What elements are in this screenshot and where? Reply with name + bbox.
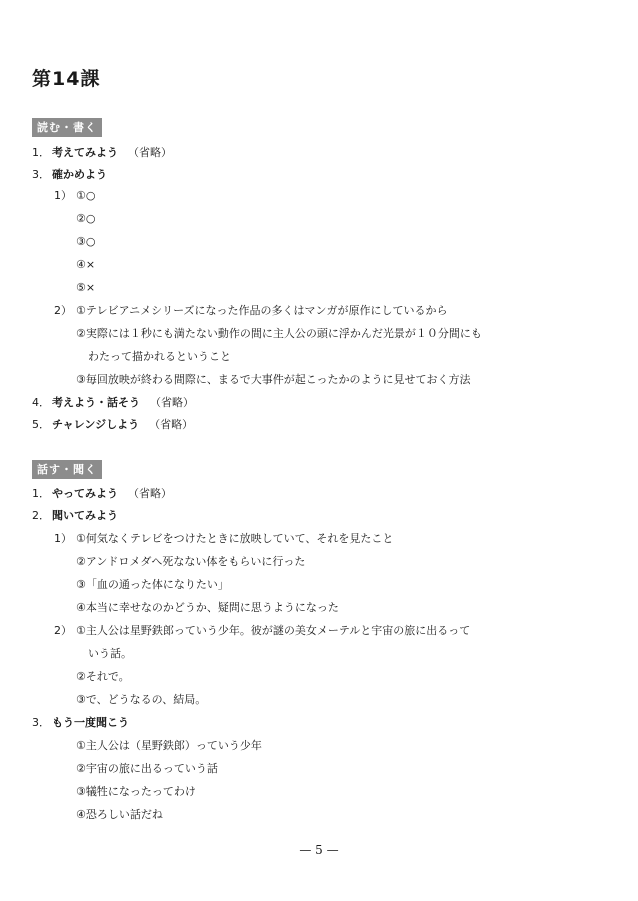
sl-q2-label: 聞いてみよう <box>52 509 118 522</box>
rw-q3-2-answer-1 <box>54 304 448 318</box>
rw-q3-1-answer-3: ③○ <box>76 235 96 248</box>
sl-q2-2-number: 2） <box>54 624 72 637</box>
lesson-title: 第14課 <box>32 68 101 90</box>
rw-q3-1-answer-5: ⑤× <box>76 281 96 294</box>
sl-q1 <box>32 487 172 501</box>
rw-q3-1-answer-2: ②○ <box>76 212 96 225</box>
rw-q3 <box>32 168 107 182</box>
rw-q1 <box>32 146 172 160</box>
sl-q3-number: 3． <box>32 716 50 729</box>
rw-q3-1-number: 1） <box>54 189 72 202</box>
sl-q1-label: やってみよう <box>52 487 118 500</box>
rw-q3-2-answer-2: ②実際には１秒にも満たない動作の間に主人公の頭に浮かんだ光景が１０分間にも <box>76 327 482 340</box>
rw-q3-1-item: ①○ <box>76 189 96 202</box>
sl-q3-answer-1: ①主人公は（星野鉄郎）っていう少年 <box>76 739 262 752</box>
sl-q3-answer-2: ②宇宙の旅に出るっていう話 <box>76 762 218 775</box>
sl-q2 <box>32 509 118 523</box>
rw-q3-label: 確かめよう <box>52 168 107 181</box>
sl-q2-1-answer-3: ③「血の通った体になりたい」 <box>76 578 229 591</box>
sl-q2-1-answer-1 <box>54 532 393 546</box>
rw-q4-label: 考えよう・話そう <box>52 396 140 409</box>
sl-q3-label: もう一度聞こう <box>52 716 129 729</box>
rw-q5 <box>32 418 193 432</box>
rw-q5-label: チャレンジしよう <box>52 418 140 431</box>
rw-q3-2-text: ①テレビアニメシリーズになった作品の多くはマンガが原作にしているから <box>76 304 448 317</box>
rw-q4-number: 4． <box>32 396 50 409</box>
sl-q2-2-answer-2: ②それで。 <box>76 670 130 683</box>
rw-q3-number: 3． <box>32 168 50 181</box>
rw-q3-2-answer-3: ③毎回放映が終わる間際に、まるで大事件が起こったかのように見せておく方法 <box>76 373 471 386</box>
sl-q1-note: （省略） <box>128 487 172 500</box>
sl-q2-2-answer-1-cont: いう話。 <box>88 647 132 660</box>
rw-q3-2-answer-2-cont: わたって描かれるということ <box>88 350 231 363</box>
rw-q3-1-answer-4: ④× <box>76 258 96 271</box>
sl-q2-2-text: ①主人公は星野鉄郎っていう少年。彼が謎の美女メーテルと宇宙の旅に出るって <box>76 624 471 637</box>
section-badge-speak-listen: 話す・聞く <box>32 460 102 479</box>
rw-q1-number: 1． <box>32 146 50 159</box>
rw-q1-label: 考えてみよう <box>52 146 118 159</box>
sl-q2-2-answer-1 <box>54 624 470 638</box>
rw-q5-number: 5． <box>32 418 50 431</box>
rw-q1-note: （省略） <box>128 146 172 159</box>
sl-q2-2-answer-3: ③で、どうなるの、結局。 <box>76 693 207 706</box>
rw-q4 <box>32 396 194 410</box>
sl-q1-number: 1． <box>32 487 50 500</box>
rw-q3-2-number: 2） <box>54 304 72 317</box>
sl-q2-1-answer-2: ②アンドロメダへ死なない体をもらいに行った <box>76 555 306 568</box>
sl-q2-number: 2． <box>32 509 50 522</box>
page-number: — 5 — <box>299 843 339 857</box>
sl-q3-answer-4: ④恐ろしい話だね <box>76 808 163 821</box>
rw-q5-note: （省略） <box>149 418 194 431</box>
sl-q2-1-answer-4: ④本当に幸せなのかどうか、疑問に思うようになった <box>76 601 339 614</box>
sl-q2-1-text: ①何気なくテレビをつけたときに放映していて、それを見たこと <box>76 532 394 545</box>
sl-q2-1-number: 1） <box>54 532 72 545</box>
section-badge-read-write: 読む・書く <box>32 118 102 137</box>
sl-q3 <box>32 716 129 730</box>
rw-q4-note: （省略） <box>150 396 194 409</box>
sl-q3-answer-3: ③犠牲になったってわけ <box>76 785 196 798</box>
rw-q3-1-answer-1 <box>54 189 95 203</box>
